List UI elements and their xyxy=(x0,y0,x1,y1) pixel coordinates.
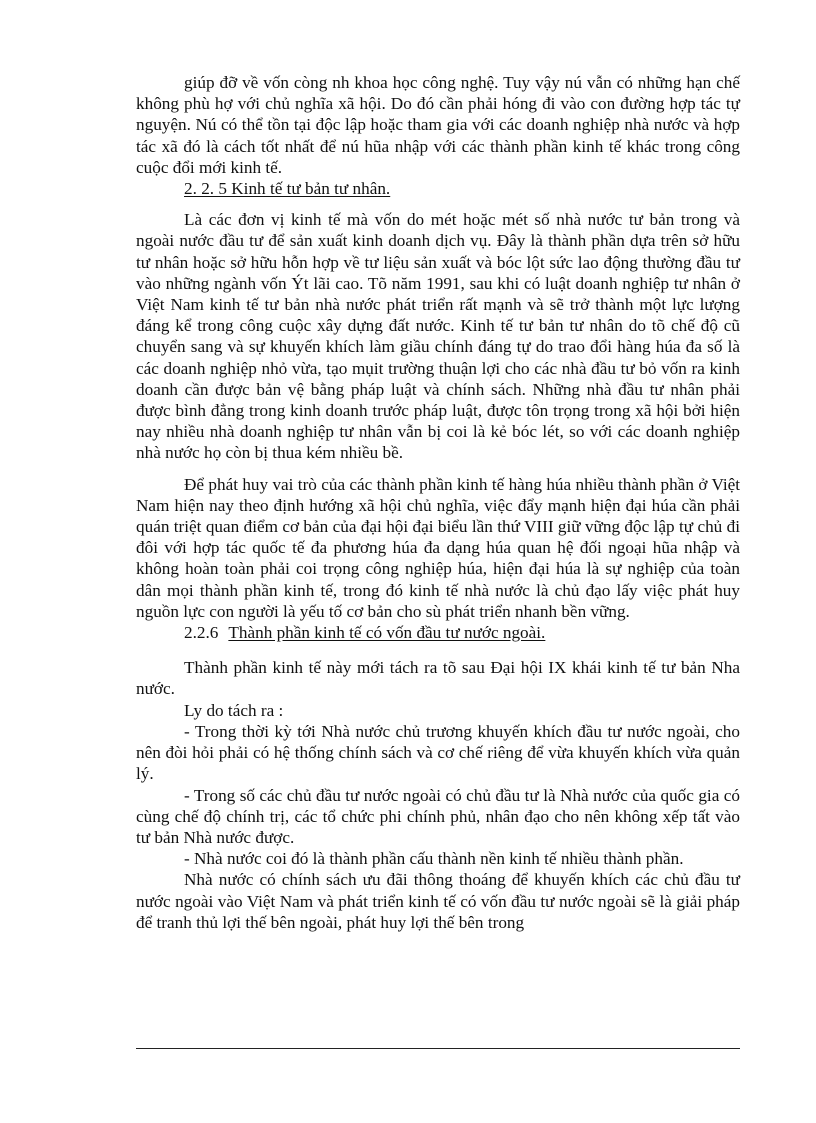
paragraph-foreign-investment-intro: Thành phần kinh tế này mới tách ra tõ sau Đại hội IX khái kinh tế tư bản Nha nước. xyxy=(136,658,740,699)
paragraph-state-policy: Nhà nước có chính sách ưu đãi thông thoáng để khuyến khích các chủ đầu tư nước ngoài vào Việt Nam và phát triển kinh tế có vốn đầu tư nước ngoài sẽ là giải pháp để tranh thủ lợi thế bên ngoài, phát huy lợi thế bên trong xyxy=(136,870,740,932)
list-item-reason-2: - Trong số các chủ đầu tư nước ngoài có chủ đầu tư là Nhà nước của quốc gia có cùng chế độ chính trị, các tổ chức phi chính phủ, nhân đạo cho nên không xếp tất vào tư bản Nhà nước được. xyxy=(136,785,740,847)
paragraph-private-capital: Là các đơn vị kinh tế mà vốn do mét hoặc mét số nhà nước tư bản trong và ngoài nước đầu tư để sản xuất kinh doanh dịch vụ. Đây là thành phần dựa trên sở hữu tư nhân hoặc sở hữu hỗn hợp về tư liệu sản xuất và bóc lột sức lao động thường đầu tư vào những ngành vốn Ýt lãi cao. Tõ năm 1991, sau khi có luật doanh nghiệp tư nhân ở Việt Nam kinh tế tư bản nhà nước phát triển rất mạnh và sẽ trở thành một lực lượng đáng kể trong công cuộc xây dựng đất nước. Kinh tế tư bản tư nhân do tõ chế độ cũ chuyển sang và sự khuyến khích làm giầu chính đáng tự do trao đổi hàng húa đa số là các doanh nghiệp nhỏ vừa, tạo mụit trường thuận lợi cho các nhà đầu tư bỏ vốn ra kinh doanh cần được bản vệ bằng pháp luật và chính sách. Những nhà đầu tư nhân phải được bình đẳng trong kinh doanh trước pháp luật, được tôn trọng trong xã hội bởi hiện nay nhiều nhà doanh nghiệp tư nhân vẫn bị coi là kẻ bóc lét, so với các doanh nghiệp nhà nước họ còn bị thua kém nhiều bề. xyxy=(136,210,740,463)
section-title: Thành phần kinh tế có vốn đầu tư nước ngoài. xyxy=(228,623,546,643)
paragraph-promote-role: Để phát huy vai trò của các thành phần kinh tế hàng húa nhiều thành phần ở Việt Nam hiện nay theo định hướng xã hội chủ nghĩa, việc đẩy mạnh hiện đại húa cần phải quán triệt quan điểm cơ bản của đại hội đại biểu lần thứ VIII giữ vững độc lập tự chủ đi đôi với hợp tác quốc tế đa phương húa đa dạng húa quan hệ đối ngoại hũa nhập và không hoàn toàn phải coi trọng công nghiệp húa, hiện đại húa là sự nghiệp của toàn dân mọi thành phần kinh tế, trong đó kinh tế nhà nước là chủ đạo lấy việc phát huy nguồn lực con người là yếu tố cơ bản cho sù phát triển nhanh bền vững. xyxy=(136,474,740,621)
section-number: 2.2.6 xyxy=(184,623,219,643)
list-item-reason-1: - Trong thời kỳ tới Nhà nước chủ trương khuyến khích đầu tư nước ngoài, cho nên đòi hỏi phải có hệ thống chính sách và cơ chế riêng để vừa khuyến khích vừa quản lý. xyxy=(136,721,740,784)
footer-divider xyxy=(136,1048,740,1049)
section-heading-2-2-6 xyxy=(136,622,740,643)
section-heading-2-2-5: 2. 2. 5 Kinh tế tư bản tư nhân. xyxy=(184,179,391,199)
paragraph-cooperative-intro: giúp đỡ về vốn còng nh khoa học công nghệ. Tuy vậy nú vẫn có những hạn chế không phù hợ với chủ nghĩa xã hội. Do đó cần phải hóng đi vào con đường hợp tác tự nguyện. Nú có thể tồn tại độc lập hoặc tham gia với các doanh nghiệp nhà nước và hợp tác xã đó là cách tốt nhất để nú hũa nhập với các thành phần kinh tế khác trong công cuộc đổi mới kinh tế. xyxy=(136,73,740,177)
paragraph-reasons-label: Ly do tách ra : xyxy=(184,700,284,720)
document-body xyxy=(136,72,740,933)
list-item-reason-3: - Nhà nước coi đó là thành phần cấu thành nền kinh tế nhiều thành phần. xyxy=(184,849,684,869)
